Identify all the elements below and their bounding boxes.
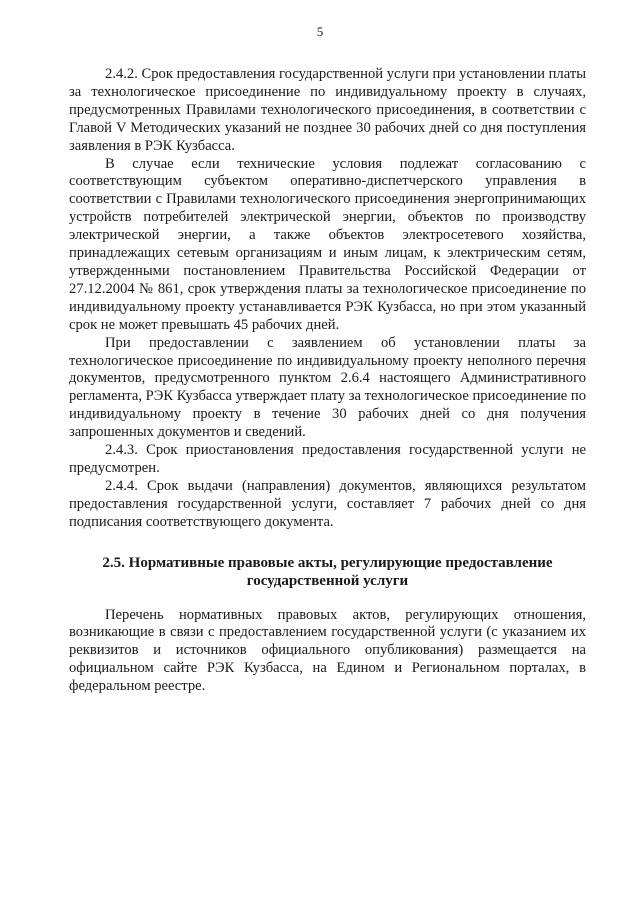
document-body (69, 66, 586, 696)
section-heading-2-5 (69, 554, 586, 590)
paragraph-2-5-legal-acts: Перечень нормативных правовых актов, регулирующих отношения, возникающие в связи с предоставлением государственной услуги (с указанием их реквизитов и источников официального опубликования) размещается на официальном сайте РЭК Кузбасса, на Едином и Региональном порталах, в федеральном реестре. (69, 606, 586, 695)
page-number: 5 (316, 24, 324, 39)
paragraph-2-4-4: 2.4.4. Срок выдачи (направления) документов, являющихся результатом предоставления государственной услуги, составляет 7 рабочих дней со дня подписания соответствующего документа. (69, 477, 586, 530)
paragraph-2-4-3: 2.4.3. Срок приостановления предоставления государственной услуги не предусмотрен. (69, 442, 586, 476)
paragraph-coordination-case: В случае если технические условия подлежат согласованию с соответствующим субъектом оперативно-диспетчерского управления в соответствии с Правилами технологического присоединения энергопринимающих устройств потребителей электрической энергии, объектов по производству электрической энергии, а также объектов электросетевого хозяйства, принадлежащих сетевым организациям и иным лицам, к электрическим сетям, утвержденными постановлением Правительства Российской Федерации от 27.12.2004 № 861, срок утверждения платы за технологическое присоединение по индивидуальному проекту устанавливается РЭК Кузбасса, но при этом указанный срок не может превышать 45 рабочих дней. (69, 155, 586, 333)
paragraph-incomplete-documents: При предоставлении с заявлением об установлении платы за технологическое присоединение по индивидуальному проекту неполного перечня документов, предусмотренного пунктом 2.6.4 настоящего Административного регламента, РЭК Кузбасса утверждает плату за технологическое присоединение по индивидуальному проекту в течение 30 рабочих дней со дня получения запрошенных документов и сведений. (69, 334, 586, 441)
section-heading-line-1: 2.5. Нормативные правовые акты, регулирующие предоставление (102, 554, 553, 571)
section-heading-line-2: государственной услуги (246, 572, 409, 589)
paragraph-2-4-2: 2.4.2. Срок предоставления государственной услуги при установлении платы за технологическое присоединение по индивидуальному проекту в случаях, предусмотренных Правилами технологического присоединения, в соответствии с Главой V Методических указаний не позднее 30 рабочих дней со дня поступления заявления в РЭК Кузбасса. (69, 66, 586, 154)
